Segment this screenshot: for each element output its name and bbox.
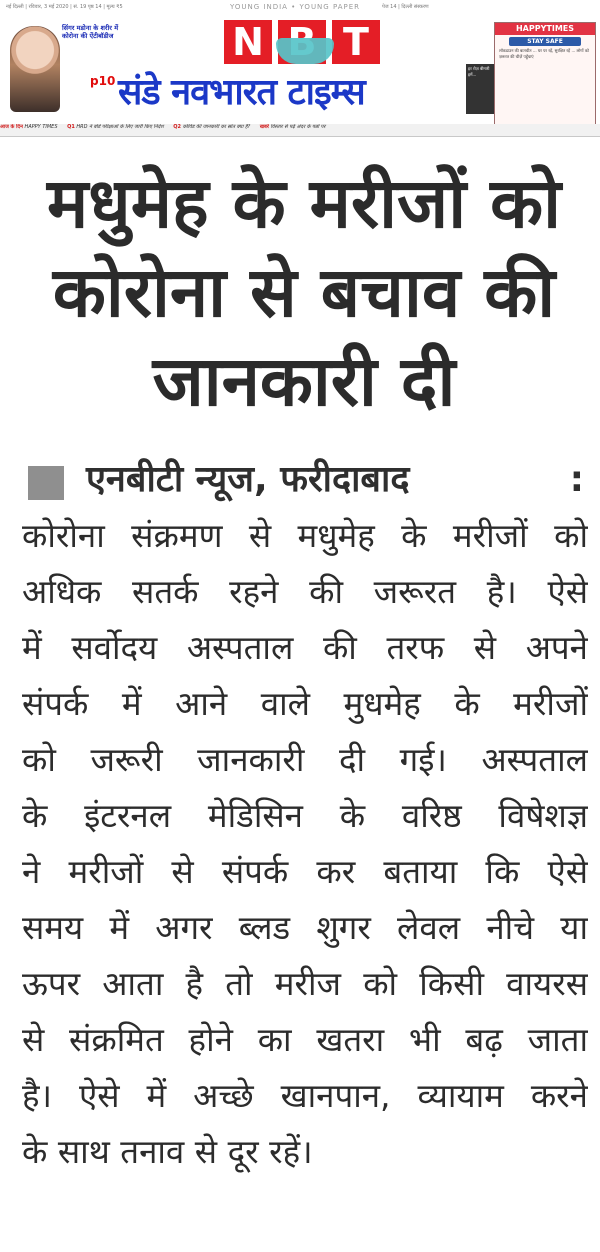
top-right-note: पेज 14 | दिल्ली संस्करण	[382, 4, 429, 10]
body-line: ऊपर आता है तो मरीज को किसी वायरस	[22, 964, 588, 1003]
body-line: के साथ तनाव से दूर रहें।	[22, 1132, 313, 1171]
body-line: कोरोना संक्रमण से मधुमेह के मरीजों को	[22, 516, 588, 555]
ticker-item: खबरें विस्तार से पढ़ें अंदर के पन्नों पर	[259, 124, 326, 130]
logo-letter-t: T	[332, 20, 380, 64]
newspaper-masthead	[0, 0, 600, 137]
promo-text: सिंगर मडोना के शरीर में कोरोना की ऐंटीबॉडीज	[62, 24, 119, 40]
masthead-top-strip	[0, 2, 600, 16]
headline-line: जानकारी दी	[152, 342, 456, 422]
side-note: हर रोज़ बीमारी हमें...	[466, 64, 496, 114]
happy-times-title: HAPPYTIMES	[495, 23, 595, 35]
body-line: अधिक सतर्क रहने की जरूरत है। ऐसे	[22, 572, 588, 611]
ticker-item: Q2 कोविड की जानकारी का स्रोत क्या है?	[173, 124, 251, 130]
body-line: में सर्वोदय अस्पताल की तरफ से अपने	[22, 628, 588, 667]
ticker-item: Q1 HRD ने बोर्ड परीक्षाओं के लिए जारी किए निर्देश	[67, 124, 164, 130]
body-line: समय में अगर ब्लड शुगर लेवल नीचे या	[22, 908, 588, 947]
article-byline	[14, 456, 594, 504]
byline-separator: :	[569, 459, 584, 500]
paper-name: संडे नवभारत टाइम्स	[118, 72, 365, 113]
square-bullet-icon	[28, 466, 64, 500]
headline-line: मधुमेह के मरीजों को	[47, 164, 561, 244]
promo-teaser	[8, 20, 119, 118]
article-body	[22, 508, 588, 1180]
article-headline	[14, 160, 594, 427]
dateline: नई दिल्ली | रविवार, 3 मई 2020 | सं. 19 पृष्ठ 14 | मूल्य ₹5	[6, 4, 123, 10]
headline-line: कोरोना से बचाव की	[52, 253, 556, 333]
happy-times-text: लॉकडाउन की बातचीत ... घर पर रहें, सुरक्षित रहें ... लोगों को ज़रूरत की चीज़ें पहुँचाएं	[499, 48, 589, 59]
body-line: है। ऐसे में अच्छे खानपान, व्यायाम करने	[22, 1076, 588, 1115]
stay-safe-badge: STAY SAFE	[509, 37, 581, 46]
promo-photo	[10, 26, 60, 112]
body-line: संपर्क में आने वाले मुधमेह के मरीजों	[22, 684, 588, 723]
happy-times-box	[494, 22, 596, 126]
face-mask-icon	[276, 38, 334, 64]
news-ticker	[0, 124, 600, 136]
body-line: से संक्रमित होने का खतरा भी बढ़ जाता	[22, 1020, 588, 1059]
body-line: को जरूरी जानकारी दी गई। अस्पताल	[22, 740, 588, 779]
byline-text: एनबीटी न्यूज, फरीदाबाद	[86, 459, 410, 500]
body-line: ने मरीजों से संपर्क कर बताया कि ऐसे	[22, 852, 588, 891]
body-line: के इंटरनल मेडिसिन के वरिष्ठ विषेशज्ञ	[22, 796, 588, 835]
logo-letter-n: N	[224, 20, 272, 64]
ticker-item: आज के दिन HAPPY TIMES	[0, 124, 58, 130]
tagline: YOUNG INDIA • YOUNG PAPER	[230, 3, 361, 11]
promo-page-ref: p10	[90, 74, 116, 88]
nbt-logo	[224, 20, 384, 68]
